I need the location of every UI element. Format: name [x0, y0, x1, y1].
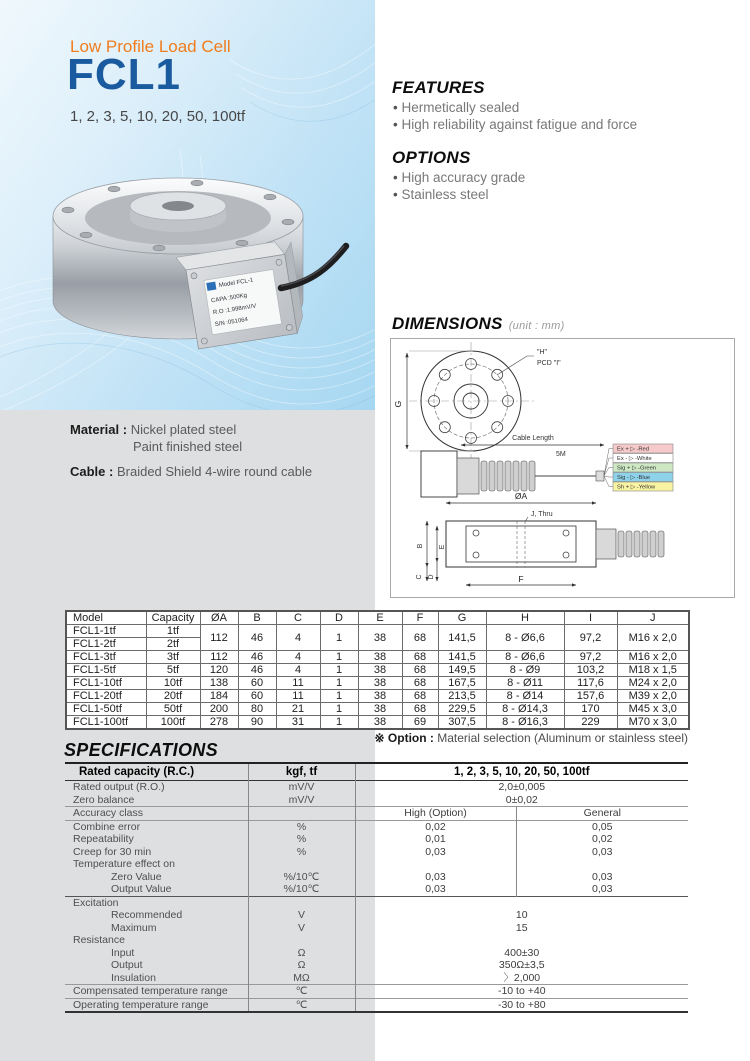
spec-cell: 15 [515, 921, 528, 934]
table-cell: 69 [402, 716, 438, 730]
dim-pcd-label: PCD "I" [537, 360, 561, 367]
dim-e-label: E [439, 544, 446, 550]
spec-cell: kgf, tf [248, 763, 355, 781]
table-cell: 4 [276, 664, 320, 677]
table-cell: 3tf [146, 651, 200, 664]
spec-cell [516, 858, 688, 871]
option-item: • Stainless steel [393, 187, 525, 204]
spec-row [65, 896, 688, 909]
spec-cell: 1, 2, 3, 5, 10, 20, 50, 100tf [453, 766, 590, 778]
table-cell: 4 [276, 625, 320, 651]
spec-cell: ℃ [248, 985, 355, 999]
table-row [66, 690, 689, 703]
table-cell: FCL1-20tf [66, 690, 146, 703]
table-cell: 149,5 [438, 664, 486, 677]
table-cell: 68 [402, 625, 438, 651]
column-header: Capacity [146, 611, 200, 625]
table-cell: 2tf [146, 638, 200, 651]
spec-cell [248, 858, 355, 871]
table-cell: 38 [358, 703, 402, 716]
nameplate-line: CAPA :500Kg [210, 292, 248, 305]
table-cell: 97,2 [564, 625, 617, 651]
table-cell: 46 [238, 625, 276, 651]
spec-cell [355, 858, 516, 871]
table-row [66, 664, 689, 677]
table-cell: M70 x 3,0 [617, 716, 689, 730]
table-cell: 157,6 [564, 690, 617, 703]
wire-fan-lines [604, 449, 613, 487]
spec-cell: Output Value [65, 883, 248, 896]
spec-cell: 10 [515, 909, 528, 921]
table-row [66, 677, 689, 690]
table-cell: 46 [238, 664, 276, 677]
cable-line [70, 463, 312, 480]
spec-cell: Output [65, 959, 248, 972]
product-photo [28, 166, 363, 406]
dim-h-label: "H" [537, 349, 548, 356]
table-cell: 68 [402, 677, 438, 690]
spec-cell [248, 896, 355, 909]
spec-cell: Zero Value [65, 871, 248, 884]
dim-c-label: C [416, 574, 423, 580]
side-conduit [618, 531, 664, 557]
spec-cell: %/10℃ [248, 871, 355, 884]
feature-item: • Hermetically sealed [393, 100, 637, 117]
table-cell: 4 [276, 651, 320, 664]
table-cell: 117,6 [564, 677, 617, 690]
table-cell: 120 [200, 664, 238, 677]
table-cell: 307,5 [438, 716, 486, 730]
spec-row [65, 998, 688, 1012]
spec-cell: MΩ [248, 972, 355, 985]
table-cell: 8 - Ø14 [486, 690, 564, 703]
table-cell: 1tf [146, 625, 200, 638]
spec-row [65, 909, 688, 922]
spec-cell: -30 to +80 [497, 998, 546, 1011]
dim-dia-a-label: ØA [514, 491, 528, 501]
nameplate-line: S/N :051064 [214, 316, 249, 329]
spec-cell: 2,0±0,005 [498, 781, 546, 793]
dim-g-label: G [393, 400, 403, 408]
table-cell: 38 [358, 664, 402, 677]
spec-cell: 0±0,02 [505, 793, 538, 806]
spec-row [65, 871, 688, 884]
table-cell: M16 x 2,0 [617, 651, 689, 664]
spec-cell [248, 934, 355, 947]
dimensions-title: DIMENSIONS (unit : mm) [392, 314, 565, 333]
feature-item: • High reliability against fatigue and force [393, 117, 637, 134]
column-header: ØA [200, 611, 238, 625]
spec-cell: High (Option) [355, 807, 516, 821]
table-cell: 141,5 [438, 625, 486, 651]
spec-cell [355, 934, 688, 947]
spec-cell: Accuracy class [65, 807, 248, 821]
spec-row [65, 959, 688, 972]
table-cell: 90 [238, 716, 276, 730]
table-row [66, 625, 689, 638]
column-header: E [358, 611, 402, 625]
dim-b-label: B [417, 543, 424, 549]
table-cell: M24 x 2,0 [617, 677, 689, 690]
table-cell: M16 x 2,0 [617, 625, 689, 651]
table-cell: 97,2 [564, 651, 617, 664]
table-cell: 200 [200, 703, 238, 716]
spec-cell: % [248, 820, 355, 833]
material-label: Material : [70, 422, 128, 437]
spec-cell: -10 to +40 [497, 985, 546, 997]
spec-cell: % [248, 833, 355, 846]
table-cell: M39 x 2,0 [617, 690, 689, 703]
spec-cell: Creep for 30 min [65, 846, 248, 859]
spec-cell: 0,03 [592, 883, 613, 895]
spec-row [65, 794, 688, 807]
specifications-table [65, 762, 688, 1013]
spec-cell: Insulation [65, 972, 248, 985]
spec-cell: Recommended [65, 909, 248, 922]
nameplate-line: Model FCL-1 [218, 277, 254, 290]
product-subtitle: Low Profile Load Cell [70, 37, 231, 56]
cable-assembly [421, 435, 673, 497]
spec-row [65, 763, 688, 781]
spec-cell: Ω [248, 947, 355, 960]
table-cell: 46 [238, 651, 276, 664]
table-cell: 8 - Ø11 [486, 677, 564, 690]
features-list [393, 100, 637, 133]
spec-cell [248, 807, 355, 821]
table-cell: 112 [200, 625, 238, 651]
table-cell: 80 [238, 703, 276, 716]
table-cell: 5tf [146, 664, 200, 677]
column-header: C [276, 611, 320, 625]
table-cell: 1 [320, 703, 358, 716]
column-header: B [238, 611, 276, 625]
dimensions-drawing [391, 339, 734, 597]
spec-cell: Repeatability [65, 833, 248, 846]
spec-cell [355, 896, 688, 909]
spec-cell: % [248, 846, 355, 859]
spec-cell: V [248, 909, 355, 922]
svg-text:Ex - ▷ -White: Ex - ▷ -White [617, 456, 652, 462]
svg-text:Sig + ▷ -Green: Sig + ▷ -Green [617, 465, 657, 472]
nameplate-logo [206, 282, 216, 291]
spec-cell: 0,03 [355, 846, 516, 859]
spec-cell: 0,03 [592, 870, 613, 883]
table-cell: 68 [402, 664, 438, 677]
column-header: Model [66, 611, 146, 625]
table-cell: 10tf [146, 677, 200, 690]
table-cell: M18 x 1,5 [617, 664, 689, 677]
table-cell: 8 - Ø9 [486, 664, 564, 677]
spec-cell: Zero balance [65, 794, 248, 807]
cable-length-value: 5M [556, 451, 566, 458]
spec-row [65, 807, 688, 821]
spec-row [65, 934, 688, 947]
table-cell: 213,5 [438, 690, 486, 703]
center-hole [162, 201, 194, 211]
spec-row [65, 858, 688, 871]
spec-cell: Combine error [65, 820, 248, 833]
table-cell: FCL1-10tf [66, 677, 146, 690]
spec-row [65, 781, 688, 794]
table-cell: 38 [358, 716, 402, 730]
table-cell: 112 [200, 651, 238, 664]
option-item: • High accuracy grade [393, 170, 525, 187]
table-cell: 1 [320, 716, 358, 730]
table-cell: M45 x 3,0 [617, 703, 689, 716]
table-cell: 138 [200, 677, 238, 690]
spec-row [65, 820, 688, 833]
table-cell: 170 [564, 703, 617, 716]
table-cell: 8 - Ø14,3 [486, 703, 564, 716]
spec-cell: 0,03 [355, 871, 516, 884]
table-cell: 50tf [146, 703, 200, 716]
table-row [66, 651, 689, 664]
cable-value: Braided Shield 4-wire round cable [116, 464, 313, 479]
table-cell: 278 [200, 716, 238, 730]
nameplate-line: R.O :1.998mV/V [212, 303, 257, 317]
column-header: I [564, 611, 617, 625]
spec-cell: Input [65, 947, 248, 960]
table-cell: 21 [276, 703, 320, 716]
side-view [416, 491, 664, 585]
spec-cell: Rated capacity (R.C.) [65, 763, 248, 781]
material-value: Nickel plated steel [130, 422, 237, 437]
unit-note: (unit : mm) [508, 320, 565, 332]
column-header: G [438, 611, 486, 625]
column-header: F [402, 611, 438, 625]
dims-table-header-row [66, 611, 689, 625]
options-title: OPTIONS [392, 148, 471, 167]
svg-text:Sig - ▷ -Blue: Sig - ▷ -Blue [617, 475, 651, 481]
spec-cell: Rated output (R.O.) [65, 781, 248, 794]
product-model-title: FCL1 [67, 50, 181, 99]
dim-j-label: J, Thru [531, 511, 553, 518]
spec-cell: V [248, 922, 355, 935]
material-line [70, 421, 312, 438]
table-cell: 20tf [146, 690, 200, 703]
spec-cell: Compensated temperature range [65, 985, 248, 999]
table-cell: 68 [402, 690, 438, 703]
spec-row [65, 883, 688, 896]
spec-cell: mV/V [248, 794, 355, 807]
table-cell: FCL1-50tf [66, 703, 146, 716]
spec-row [65, 947, 688, 960]
table-cell: 31 [276, 716, 320, 730]
conduit [481, 461, 535, 491]
spec-row [65, 972, 688, 985]
spec-cell: Excitation [65, 896, 248, 909]
spec-cell: 0,03 [355, 883, 516, 896]
table-cell: 38 [358, 651, 402, 664]
table-cell: 38 [358, 625, 402, 651]
table-cell: FCL1-100tf [66, 716, 146, 730]
spec-cell: General [583, 807, 621, 819]
table-cell: 1 [320, 625, 358, 651]
column-header: H [486, 611, 564, 625]
spec-row [65, 922, 688, 935]
table-cell: 60 [238, 690, 276, 703]
table-cell: 141,5 [438, 651, 486, 664]
dim-d-label: D [428, 574, 435, 580]
table-cell: FCL1-2tf [66, 638, 146, 651]
table-row [66, 703, 689, 716]
spec-cell: 〉2,000 [503, 971, 541, 984]
table-cell: 1 [320, 690, 358, 703]
table-cell: 11 [276, 690, 320, 703]
table-cell: 100tf [146, 716, 200, 730]
spec-cell: 0,05 [592, 820, 613, 833]
option-note-text: Material selection (Aluminum or stainless steel) [433, 731, 688, 745]
spec-cell: 0,02 [592, 833, 613, 845]
table-cell: FCL1-3tf [66, 651, 146, 664]
table-cell: 68 [402, 651, 438, 664]
options-list [393, 170, 525, 203]
cable-length-label: Cable Length [512, 435, 554, 442]
table-cell: 184 [200, 690, 238, 703]
column-header: D [320, 611, 358, 625]
material-info [70, 421, 312, 480]
table-cell: 60 [238, 677, 276, 690]
features-title: FEATURES [392, 78, 485, 97]
spec-cell: 0,02 [355, 820, 516, 833]
spec-cell: mV/V [248, 781, 355, 794]
table-cell: 167,5 [438, 677, 486, 690]
spec-cell: ℃ [248, 998, 355, 1012]
spec-row [65, 833, 688, 846]
table-cell: 38 [358, 677, 402, 690]
spec-cell: Resistance [65, 934, 248, 947]
svg-text:Sh + ▷ -Yellow: Sh + ▷ -Yellow [617, 484, 656, 491]
column-header: J [617, 611, 689, 625]
table-cell: 8 - Ø6,6 [486, 651, 564, 664]
table-cell: FCL1-5tf [66, 664, 146, 677]
spec-cell: 0,03 [592, 845, 613, 858]
spec-cell: 400±30 [504, 946, 540, 959]
dimensions-drawing-box [390, 338, 735, 598]
table-cell: 38 [358, 690, 402, 703]
cable-label: Cable : [70, 464, 114, 479]
svg-text:Ex + ▷ -Red: Ex + ▷ -Red [617, 446, 650, 453]
spec-cell: Ω [248, 959, 355, 972]
spec-cell: 350Ω±3,5 [498, 959, 545, 971]
table-cell: 8 - Ø6,6 [486, 625, 564, 651]
table-cell: 11 [276, 677, 320, 690]
dimensions-table [65, 610, 690, 730]
table-cell: 1 [320, 677, 358, 690]
specifications-title: SPECIFICATIONS [64, 740, 218, 760]
table-row [66, 716, 689, 730]
table-cell: 229,5 [438, 703, 486, 716]
table-cell: 1 [320, 664, 358, 677]
spec-cell: Maximum [65, 922, 248, 935]
spec-row [65, 846, 688, 859]
table-cell: 103,2 [564, 664, 617, 677]
dim-f-label: F [518, 574, 524, 584]
table-cell: FCL1-1tf [66, 625, 146, 638]
spec-cell: 0,01 [355, 833, 516, 846]
option-note-label: ※ Option : [374, 731, 434, 745]
table-cell: 229 [564, 716, 617, 730]
material-value-2: Paint finished steel [133, 439, 243, 454]
spec-cell: Operating temperature range [65, 998, 248, 1012]
spec-cell: %/10℃ [248, 883, 355, 896]
capacity-range: 1, 2, 3, 5, 10, 20, 50, 100tf [70, 108, 246, 125]
spec-cell: Temperature effect on [65, 858, 248, 871]
spec-row [65, 985, 688, 999]
table-cell: 68 [402, 703, 438, 716]
table-cell: 8 - Ø16,3 [486, 716, 564, 730]
table-cell: 1 [320, 651, 358, 664]
